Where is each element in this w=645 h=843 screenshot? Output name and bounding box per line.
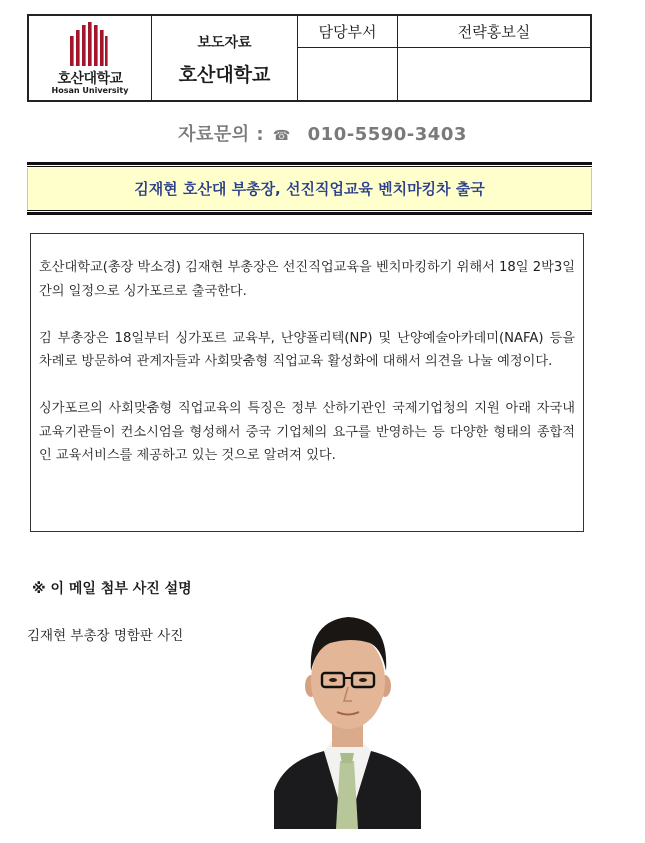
contact-label: 자료문의 :: [178, 124, 265, 145]
title-top-rule: [27, 162, 592, 165]
title-bottom-rule-thin: [27, 210, 592, 211]
portrait-photo: [274, 601, 421, 829]
photo-caption: 김재현 부총장 명함판 사진: [27, 628, 184, 644]
phone-icon: ☎: [272, 128, 291, 144]
press-body: [30, 233, 584, 532]
press-organization: 호산대학교: [178, 64, 271, 86]
university-logo-icon: [68, 22, 108, 68]
body-paragraph: 싱가포르의 사회맞춤형 직업교육의 특징은 정부 산하기관인 국제기업청의 지원 아래 자국내 교육기관들이 컨소시엄을 형성해서 중국 기업체의 요구를 반영하는 등 다양한 형태의 종합적인 교육서비스를 제공하고 있는 것으로 알려져 있다.: [39, 401, 575, 463]
body-paragraph: 김 부총장은 18일부터 싱가포르 교육부, 난양폴리텍(NP) 및 난양예술아카데미(NAFA) 등을 차례로 방문하여 관계자들과 사회맞춤형 직업교육 활성화에 대해서 의견을 나눌 예정이다.: [39, 330, 575, 369]
press-title: 김재현 호산대 부총장, 선진직업교육 벤치마킹차 출국: [27, 168, 592, 210]
press-cell: [152, 16, 298, 100]
body-paragraph: 호산대학교(총장 박소경) 김재현 부총장은 선진직업교육을 벤치마킹하기 위해서 18일 2박3일간의 일정으로 싱가포르로 출국한다.: [39, 260, 575, 299]
department-value: 전략홍보실: [398, 16, 590, 48]
press-type: 보도자료: [197, 35, 252, 51]
title-bottom-rule: [27, 212, 592, 215]
logo-english-name: Hosan University: [51, 86, 129, 95]
contact-phone: 010-5590-3403: [307, 124, 467, 145]
empty-cell: [298, 48, 398, 100]
attachment-heading: ※ 이 메일 첨부 사진 설명: [32, 581, 192, 597]
department-label: 담당부서: [298, 16, 398, 48]
empty-cell: [398, 48, 590, 100]
press-header-table: [27, 14, 592, 102]
contact-line: [0, 120, 645, 146]
title-top-rule-thin: [27, 166, 592, 167]
logo-name: 호산대학교: [57, 71, 123, 87]
logo-cell: [29, 16, 152, 100]
